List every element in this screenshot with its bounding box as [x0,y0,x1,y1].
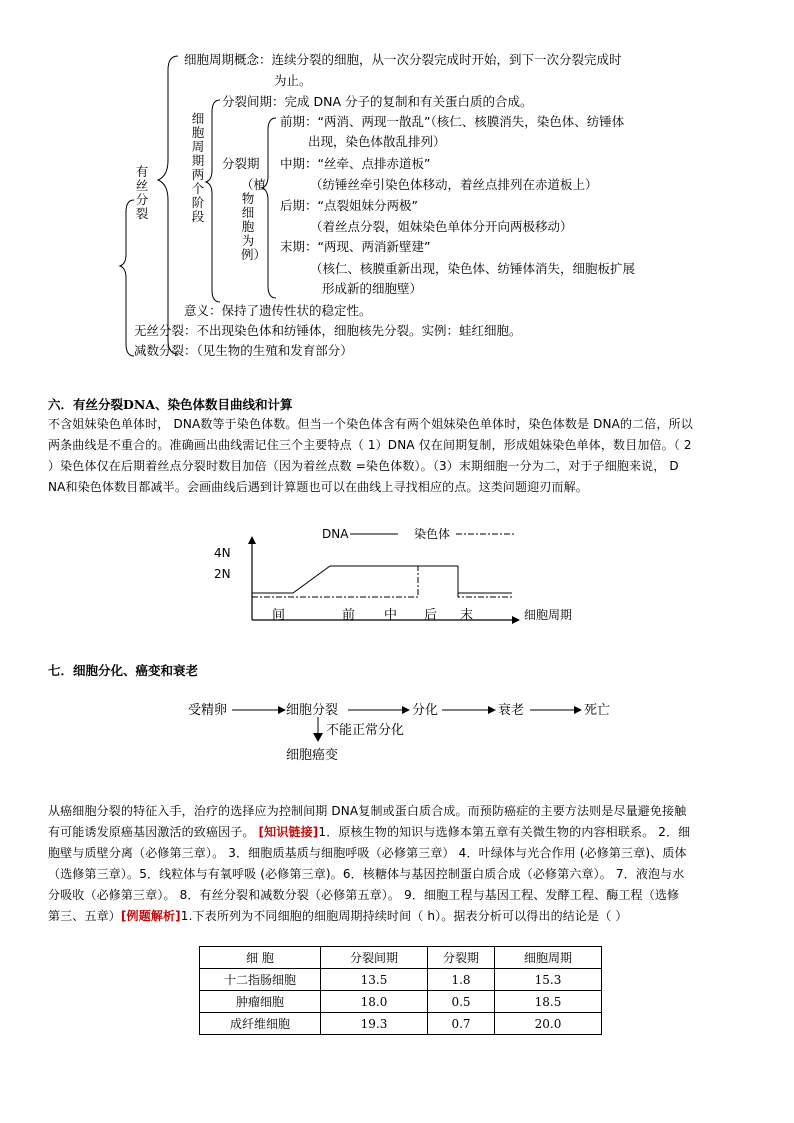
root-label: 有丝分裂 [135,164,149,221]
flow-fertilized-egg: 受精卵 [188,703,228,718]
two-stages-label: 细胞周期两个阶段 [191,111,205,224]
para2-line-1: 从癌细胞分裂的特征入手，治疗的选择应为控制间期 DNA复制或蛋白质合成。而预防癌症的主要方法则是尽量避免接触 [48,804,687,818]
table-cell: 0.7 [428,1013,495,1035]
para2-line-5: 分吸收（必修第三章）。 8．有丝分裂和减数分裂（必修第五章）。 9．细胞工程与基因工程、发酵工程、酶工程（选修 [48,888,680,902]
plant-note-label: （植物细胞为例） [241,177,267,262]
knowledge-link-tag: [知识链接] [258,825,319,839]
para2-line-3: 胞壁与质壁分离（必修第三章）。 3．细胞质基质与细胞呼吸（必修第三章） 4．叶绿体与光合作用 (必修第三章)、质体 [48,846,687,860]
table-header-row [200,947,602,969]
flow-aging: 衰老 [498,703,525,718]
phase-label-anaphase: 后 [424,608,438,623]
telophase-text-cont: （核仁、核膜重新出现，染色体、纺锤体消失，细胞板扩展 [310,261,636,276]
telophase-text: 末期：“两现、两消新壁建” [280,239,431,254]
concept-text: 细胞周期概念：连续分裂的细胞，从一次分裂完成时开始，到下一次分裂完成时 [184,52,622,67]
flow-cell-division: 细胞分裂 [286,703,339,718]
section7-title: 七．细胞分化、癌变和衰老 [48,663,199,678]
meiosis-text: 减数分裂：（见生物的生殖和发育部分） [134,343,353,358]
table-cell: 肿瘤细胞 [200,991,321,1013]
table-cell: 20.0 [495,1013,602,1035]
flow-arrow-down-head [313,733,323,742]
table-cell: 13.5 [321,969,428,991]
chromosome-curve [252,566,512,597]
para2-line-2: 有可能诱发原癌基因激活的致癌因子。 [知识链接]1．原核生物的知识与选修本第五章有关微生物的内容相联系。 2．细 [48,825,691,839]
table-cell: 19.3 [321,1013,428,1035]
flow-abnormal-differentiation: 不能正常分化 [326,723,405,738]
table-header: 分裂间期 [321,947,428,969]
differentiation-flow-diagram [180,695,640,765]
dna-curve [252,566,512,593]
dna-chromosome-chart [200,520,600,630]
table-row [200,991,602,1013]
anaphase-text: 后期：“点裂姐妹分两极” [280,198,418,213]
legend-dna-label: DNA [322,527,349,541]
section6-line-1: 不含姐妹染色单体时， DNA数等于染色体数。但当一个染色体含有两个姐妹染色单体时，染色体数是 DNA的二倍，所以 [48,417,693,431]
flow-arrow-3-head [488,706,496,714]
phase-label-interphase: 间 [272,608,286,623]
cell-cycle-table [199,946,602,1035]
table-header: 细胞周期 [495,947,602,969]
table-cell: 成纤维细胞 [200,1013,321,1035]
table-cell: 十二指肠细胞 [200,969,321,991]
phase-label-metaphase: 中 [384,608,398,623]
section6-line-3: ）染色体仅在后期着丝点分裂时数目加倍（因为着丝点数 =染色体数）。（3）末期细胞一分为二，对于子细胞来说， D [48,459,679,473]
interphase-text: 分裂间期：完成 DNA 分子的复制和有关蛋白质的合成。 [222,94,533,109]
outer-brace [158,56,178,354]
flow-arrow-4-head [574,706,582,714]
stage-brace [206,100,220,302]
table-header: 细 胞 [200,947,321,969]
amitosis-text: 无丝分裂：不出现染色体和纺锤体，细胞核先分裂。实例：蛙红细胞。 [134,323,522,338]
section6-title: 六．有丝分裂DNA、染色体数目曲线和计算 [48,397,293,412]
table-cell: 18.0 [321,991,428,1013]
table-cell: 0.5 [428,991,495,1013]
flow-death: 死亡 [584,703,611,718]
root-brace [120,200,134,356]
section6-paragraph [48,414,748,498]
prophase-text-cont: 出现，染色体散乱排列） [308,134,446,149]
metaphase-text: 中期：“丝牵、点排赤道板” [280,156,431,171]
flow-differentiation: 分化 [412,703,439,718]
y-tick-2n: 2N [214,567,231,581]
legend-chromosome-label: 染色体 [414,527,451,541]
table-cell: 18.5 [495,991,602,1013]
para2-line-4: （选修第三章）。5．线粒体与有氧呼吸 (必修第三章)。6．核糖体与基因控制蛋白质合成（必修第六章）。 7．液泡与水 [48,867,685,881]
flow-arrow-2-head [402,706,410,714]
example-analysis-tag: [例题解析] [120,909,181,923]
knowledge-links-paragraph [48,801,748,927]
prophase-text: 前期：“两消、两现一散乱”（核仁、核膜消失，染色体、纺锤体 [280,114,625,129]
meaning-text: 意义：保持了遗传性状的稳定性。 [184,303,372,318]
x-axis-arrow [512,616,520,624]
table-row [200,1013,602,1035]
phase-label-telophase: 末 [460,608,474,623]
flow-cancer-cell: 细胞癌变 [286,748,339,763]
table-row [200,969,602,991]
table-cell: 15.3 [495,969,602,991]
y-axis-arrow [248,536,256,544]
concept-text-cont: 为止。 [274,73,312,88]
mitotic-phase-label: 分裂期 [222,156,260,171]
table-cell: 1.8 [428,969,495,991]
flow-arrow-1-head [278,706,286,714]
y-tick-4n: 4N [214,546,231,560]
section6-line-2: 两条曲线是不重合的。准确画出曲线需记住三个主要特点（ 1）DNA 仅在间期复制，形成姐妹染色单体，数目加倍。（ 2 [48,438,692,452]
metaphase-text-cont: （纺锤丝牵引染色体移动，着丝点排列在赤道板上） [310,177,598,192]
x-axis-label: 细胞周期 [524,608,573,622]
telophase-text-cont2: 形成新的细胞壁） [322,281,423,296]
phase-brace [262,118,276,298]
table-header: 分裂期 [428,947,495,969]
section6-line-4: NA和染色体数目都减半。会画曲线后遇到计算题也可以在曲线上寻找相应的点。这类问题迎刃而解。 [48,480,588,494]
anaphase-text-cont: （着丝点分裂，姐妹染色单体分开向两极移动） [310,219,573,234]
para2-line-6: 第三、五章）[例题解析]1.下表所列为不同细胞的细胞周期持续时间（ h）。据表分析可以得出的结论是（ ） [48,909,628,923]
phase-label-prophase: 前 [342,608,356,623]
